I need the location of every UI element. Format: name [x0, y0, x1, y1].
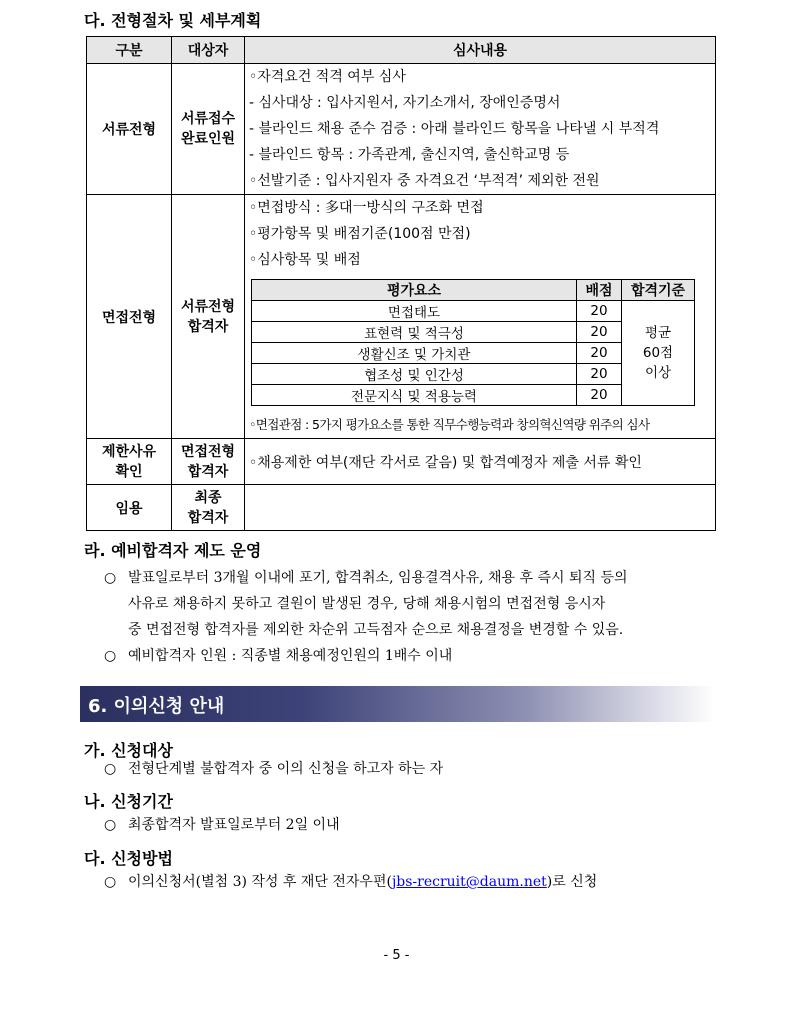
content-line: - 블라인드 채용 준수 검증 : 아래 블라인드 항목을 나타낼 시 부적격 — [249, 121, 660, 137]
table-row — [87, 64, 716, 195]
bullet-icon: ○ — [104, 761, 117, 777]
row-target: 최종 합격자 — [172, 485, 245, 531]
row-target: 면접전형 합격자 — [172, 439, 245, 485]
email-link[interactable]: jbs-recruit@daum.net — [391, 874, 547, 890]
section-da2-title: 다. 신청방법 — [84, 849, 173, 868]
sub-header-score: 배점 — [577, 280, 622, 301]
row-content — [245, 485, 716, 531]
pass-criteria: 평균 60점 이상 — [622, 301, 695, 406]
content-line: ◦선발기준 : 입사지원자 중 자격요건 ‘부적격’ 제외한 전원 — [249, 173, 600, 189]
sub-score: 20 — [577, 364, 622, 385]
score-table — [251, 279, 695, 406]
na-text: 최종합격자 발표일로부터 2일 이내 — [128, 817, 340, 833]
section-ga-title: 가. 신청대상 — [84, 741, 173, 760]
row-category: 임용 — [87, 485, 172, 531]
section-banner: 6. 이의신청 안내 — [80, 686, 715, 722]
content-line: - 심사대상 : 입사지원서, 자기소개서, 장애인증명서 — [249, 95, 561, 111]
bullet-icon: ○ — [104, 817, 117, 833]
content-line: ◦자격요건 적격 여부 심사 — [249, 69, 406, 85]
bullet-icon: ○ — [104, 570, 117, 586]
sub-item: 표현력 및 적극성 — [252, 322, 577, 343]
bullet-icon: ○ — [104, 874, 117, 890]
content-line: ◦평가항목 및 배점기준(100점 만점) — [249, 226, 471, 242]
sub-header-pass: 합격기준 — [622, 280, 695, 301]
row-category: 면접전형 — [87, 195, 172, 439]
table-header-row — [87, 37, 716, 64]
row-content — [245, 195, 716, 439]
sub-item: 전문지식 및 적용능력 — [252, 385, 577, 406]
da2-text: 이의신청서(별첨 3) 작성 후 재단 전자우편(jbs-recruit@daum.net)로 신청 — [128, 874, 598, 890]
content-line: ◦심사항목 및 배점 — [249, 252, 361, 268]
page-number: - 5 - — [383, 948, 410, 963]
row-target: 서류전형 합격자 — [172, 195, 245, 439]
table-row — [87, 195, 716, 439]
interview-note: ◦면접관점 : 5가지 평가요소를 통한 직무수행능력과 창의혁신역량 위주의 심사 — [249, 417, 650, 432]
section-ra-title: 라. 예비합격자 제도 운영 — [84, 541, 262, 560]
sub-item: 생활신조 및 가치관 — [252, 343, 577, 364]
section-na-title: 나. 신청기간 — [84, 792, 173, 811]
ga-text: 전형단계별 불합격자 중 이의 신청을 하고자 하는 자 — [128, 761, 444, 777]
col-header-category: 구분 — [87, 37, 172, 64]
col-header-target: 대상자 — [172, 37, 245, 64]
procedure-table — [86, 36, 716, 531]
sub-score: 20 — [577, 322, 622, 343]
bullet-icon: ○ — [104, 648, 117, 664]
sub-score: 20 — [577, 301, 622, 322]
table-row — [87, 439, 716, 485]
row-content: ◦채용제한 여부(재단 각서로 갈음) 및 합격예정자 제출 서류 확인 — [245, 439, 716, 485]
row-category: 제한사유 확인 — [87, 439, 172, 485]
reserve-count-text: 예비합격자 인원 : 직종별 채용예정인원의 1배수 이내 — [128, 648, 453, 664]
content-line: - 블라인드 항목 : 가족관계, 출신지역, 출신학교명 등 — [249, 147, 570, 163]
content-line: ◦면접방식 : 多대一방식의 구조화 면접 — [249, 200, 484, 216]
row-target: 서류접수 완료인원 — [172, 64, 245, 195]
sub-item: 면접태도 — [252, 301, 577, 322]
row-content — [245, 64, 716, 195]
sub-header-item: 평가요소 — [252, 280, 577, 301]
table-row — [87, 485, 716, 531]
section-da-title: 다. 전형절차 및 세부계획 — [84, 11, 262, 30]
col-header-content: 심사내용 — [245, 37, 716, 64]
sub-score: 20 — [577, 385, 622, 406]
row-category: 서류전형 — [87, 64, 172, 195]
sub-score: 20 — [577, 343, 622, 364]
reserve-paragraph: 발표일로부터 3개월 이내에 포기, 합격취소, 임용결격사유, 채용 후 즉시 퇴직 등의 사유로 채용하지 못하고 결원이 발생된 경우, 당해 채용시험의 면접전형 응시자 중 면접전형 합격자를 제외한 차순위 고득점자 순으로 채용결정을 변경할 수 있음. — [128, 570, 628, 638]
sub-item: 협조성 및 인간성 — [252, 364, 577, 385]
